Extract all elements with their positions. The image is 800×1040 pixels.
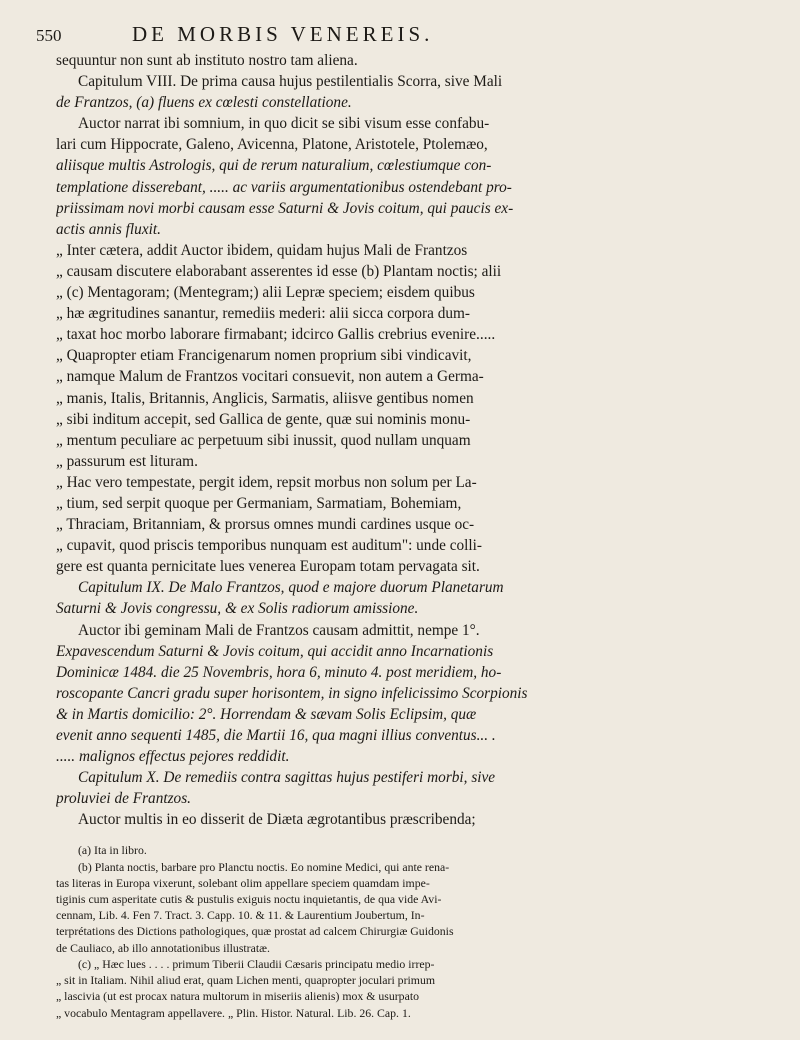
text-line: priissimam novi morbi causam esse Saturni & Jovis coitum, qui paucis ex- [56, 199, 514, 217]
footnote-line: terprétations des Dictions pathologiques, quæ prostat ad calcem Chirurgiæ Guidonis [56, 924, 454, 939]
text-line: Auctor narrat ibi somnium, in quo dicit se sibi visum esse confabu- [78, 115, 490, 133]
page-number: 550 [36, 26, 62, 45]
quote-line: „ Inter cætera, addit Auctor ibidem, quidam hujus Mali de Frantzos [56, 241, 468, 259]
text-line: aliisque multis Astrologis, qui de rerum naturalium, cœlestiumque con- [56, 157, 492, 175]
text-line: evenit anno sequenti 1485, die Martii 16, qua magni illius conventus... . [56, 727, 496, 744]
quote-line: „ passurum est lituram. [56, 452, 198, 470]
footnote-a: (a) Ita in libro. [78, 843, 147, 858]
chapter-heading-10: Capitulum X. De remediis contra sagittas hujus pestiferi morbi, sive [78, 769, 496, 787]
chapter-heading-8-cont: de Frantzos, (a) fluens ex cœlesti constellatione. [56, 94, 352, 112]
chapter-heading-8: Capitulum VIII. De prima causa hujus pestilentialis Scorra, sive Mali [78, 73, 503, 91]
text-line: actis annis fluxit. [56, 220, 161, 238]
running-title: DE MORBIS VENEREIS. [132, 22, 434, 46]
quote-line: „ cupavit, quod priscis temporibus nunquam est auditum": unde colli- [56, 537, 482, 555]
quote-line: „ Thraciam, Britanniam, & prorsus omnes mundi cardines usque oc- [56, 516, 475, 534]
footnote-line: cennam, Lib. 4. Fen 7. Tract. 3. Capp. 10. & 11. & Laurentium Joubertum, In- [56, 908, 425, 923]
footnote-line: tas literas in Europa vixerunt, solebant olim appellare speciem quamdam impe- [56, 875, 430, 890]
footnote-separator [56, 830, 764, 842]
quote-line: „ causam discutere elaborabant asserentes id esse (b) Plantam noctis; alii [56, 262, 502, 280]
footnote-line: „ vocabulo Mentagram appellavere. „ Plin. Histor. Natural. Lib. 26. Cap. 1. [56, 1005, 411, 1020]
text-line: Dominicæ 1484. die 25 Novembris, hora 6, minuto 4. post meridiem, ho- [56, 663, 502, 681]
quote-line: „ (c) Mentagoram; (Mentegram;) alii Lepræ speciem; eisdem quibus [56, 284, 475, 302]
footnote-c: (c) „ Hæc lues . . . . primum Tiberii Claudii Cæsaris principatu medio irrep- [78, 956, 435, 971]
quote-line: „ Hac vero tempestate, pergit idem, repsit morbus non solum per La- [56, 473, 477, 491]
quote-line: „ Quapropter etiam Francigenarum nomen proprium sibi vindicavit, [56, 347, 472, 365]
quote-line: „ mentum peculiare ac perpetuum sibi inussit, quod nullam unquam [56, 431, 471, 449]
footnote-line: „ lascivia (ut est procax natura multorum in miseriis alienis) mox & usurpato [56, 989, 419, 1004]
footnote-b: (b) Planta noctis, barbare pro Planctu noctis. Eo nomine Medici, qui ante rena- [78, 859, 450, 874]
quote-line: „ taxat hoc morbo laborare firmabant; idcirco Gallis crebrius evenire..... [56, 326, 496, 344]
quote-line: „ tium, sed serpit quoque per Germaniam, Sarmatiam, Bohemiam, [56, 494, 462, 512]
text-line: templatione disserebant, ..... ac variis argumentationibus ostendebant pro- [56, 178, 512, 196]
text-line: lari cum Hippocrate, Galeno, Avicenna, Platone, Aristotele, Ptolemæo, [56, 136, 488, 154]
chapter-heading-9-cont: Saturni & Jovis congressu, & ex Solis radiorum amissione. [56, 600, 419, 618]
text-line: Auctor multis in eo disserit de Diæta ægrotantibus præscribenda; [78, 811, 476, 829]
footnote-line: tiginis cum asperitate cutis & pustulis exiguis noctu inquietantis, de qua vide Avi- [56, 892, 442, 907]
quote-line: „ sibi inditum accepit, sed Gallica de gente, quæ sui nominis monu- [56, 410, 471, 428]
text-line: Auctor ibi geminam Mali de Frantzos causam admittit, nempe 1°. [78, 621, 480, 639]
text-line: ..... malignos effectus pejores reddidit. [56, 748, 290, 766]
text-line: gere est quanta pernicitate lues venerea Europam totam pervagata sit. [56, 558, 480, 576]
quote-line: „ namque Malum de Frantzos vocitari consuevit, non autem a Germa- [56, 368, 484, 386]
quote-line: „ hæ ægritudines sanantur, remediis mederi: alii sicca corpora dum- [56, 305, 470, 323]
footnote-line: de Cauliaco, ab illo annotationibus illustratæ. [56, 940, 270, 955]
chapter-heading-9: Capitulum IX. De Malo Frantzos, quod e majore duorum Planetarum [78, 579, 504, 597]
text-line: sequuntur non sunt ab instituto nostro tam aliena. [56, 52, 358, 69]
chapter-heading-10-cont: proluviei de Frantzos. [56, 790, 191, 808]
footnote-line: „ sit in Italiam. Nihil aliud erat, quam Lichen menti, quapropter joculari primum [56, 973, 436, 988]
page-header [36, 22, 766, 52]
text-line: & in Martis domicilio: 2°. Horrendam & sævam Solis Eclipsim, quæ [56, 705, 477, 723]
quote-line: „ manis, Italis, Britannis, Anglicis, Sarmatis, aliisve gentibus nomen [56, 389, 474, 407]
main-text [56, 50, 764, 1021]
text-line: Expavescendum Saturni & Jovis coitum, qui accidit anno Incarnationis [56, 642, 494, 660]
text-line: roscopante Cancri gradu super horisontem, in signo infelicissimo Scorpionis [56, 684, 528, 702]
